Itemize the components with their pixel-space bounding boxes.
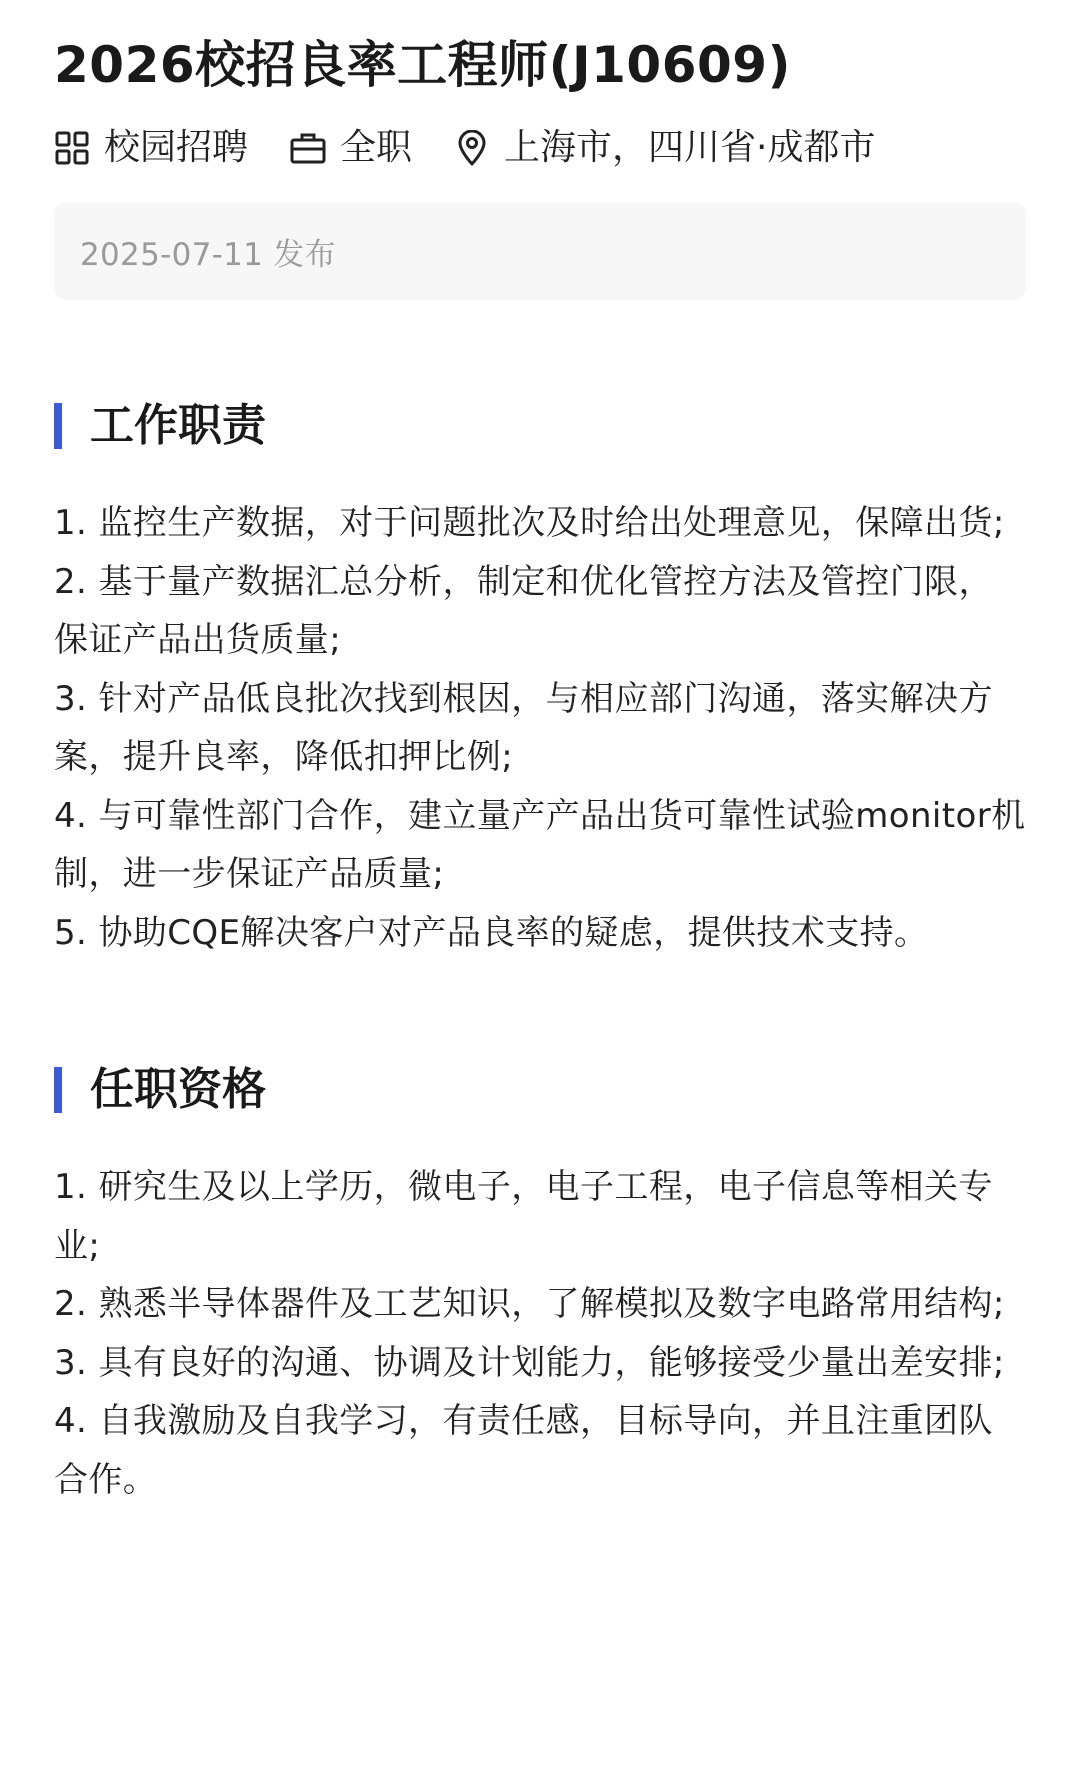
duties-list: [54, 494, 1026, 962]
section-title: 工作职责: [90, 400, 266, 451]
section-title: 任职资格: [90, 1064, 266, 1115]
job-location-label: 上海市，四川省·成都市: [504, 127, 876, 168]
job-type: [290, 124, 412, 172]
job-meta-row: [54, 124, 1026, 172]
list-item: 1. 研究生及以上学历，微电子，电子工程，电子信息等相关专业;: [54, 1167, 993, 1266]
section-accent-bar: [54, 1067, 62, 1113]
section-header: [54, 1060, 1026, 1120]
list-item: 4. 自我激励及自我学习，有责任感，目标导向，并且注重团队合作。: [54, 1401, 993, 1500]
publish-date-box: [54, 202, 1026, 300]
location-pin-icon: [454, 130, 490, 166]
job-location: [454, 124, 875, 172]
list-item: 4. 与可靠性部门合作，建立量产产品出货可靠性试验monitor机制，进一步保证产品质量;: [54, 795, 1026, 894]
list-item: 5. 协助CQE解决客户对产品良率的疑虑，提供技术支持。: [54, 912, 929, 953]
job-category: [54, 124, 248, 172]
list-item: 1. 监控生产数据，对于问题批次及时给出处理意见，保障出货;: [54, 503, 1005, 543]
list-item: 3. 具有良好的沟通、协调及计划能力，能够接受少量出差安排;: [54, 1342, 1005, 1383]
grid-icon: [54, 130, 90, 166]
job-category-label: 校园招聘: [104, 127, 249, 168]
briefcase-icon: [290, 130, 326, 166]
list-item: 2. 熟悉半导体器件及工艺知识，了解模拟及数字电路常用结构;: [54, 1284, 1005, 1324]
section-job-duties: [54, 396, 1026, 962]
section-accent-bar: [54, 403, 62, 449]
publish-date: 2025-07-11 发布: [80, 236, 336, 273]
section-job-qualifications: [54, 1060, 1026, 1509]
job-type-label: 全职: [340, 127, 413, 168]
qualifications-list: [54, 1158, 1026, 1509]
list-item: 3. 针对产品低良批次找到根因，与相应部门沟通，落实解决方案，提升良率，降低扣押比例;: [54, 678, 993, 777]
list-item: 2. 基于量产数据汇总分析，制定和优化管控方法及管控门限，保证产品出货质量;: [54, 561, 993, 660]
section-header: [54, 396, 1026, 456]
job-title: 2026校招良率工程师(J10609): [54, 36, 791, 94]
